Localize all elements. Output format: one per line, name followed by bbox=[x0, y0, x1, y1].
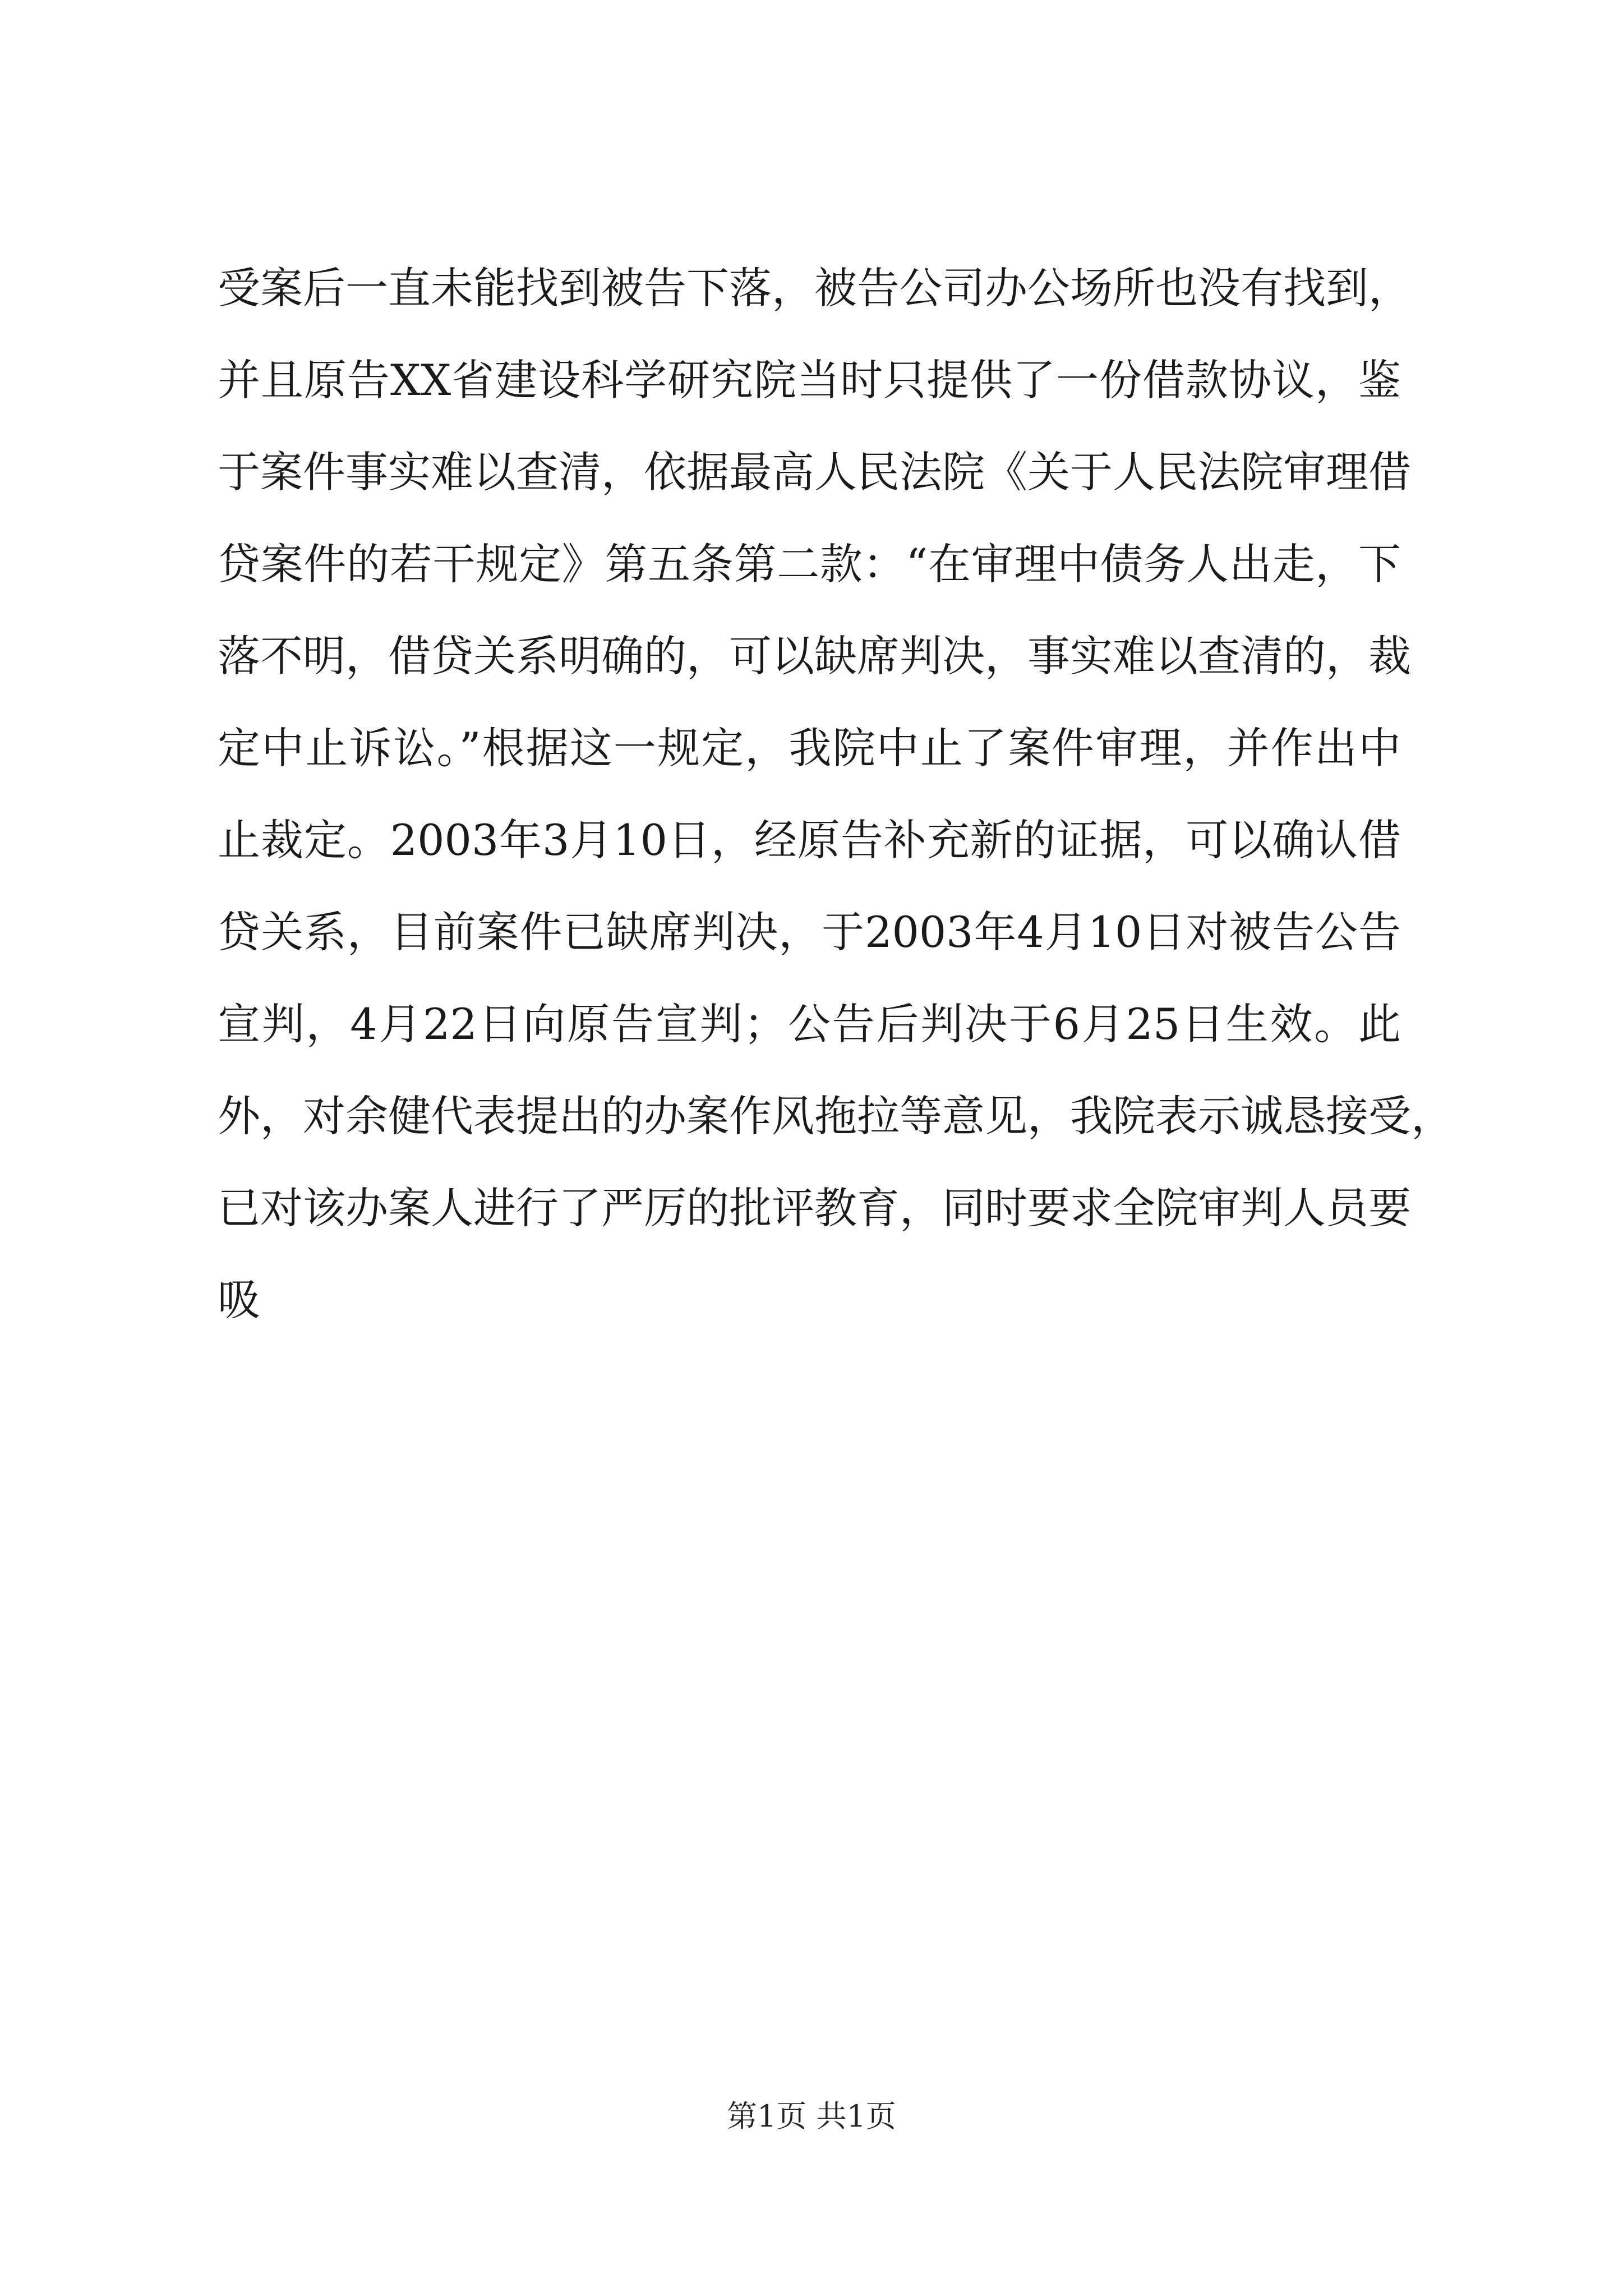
text-line: 定中止诉讼。”根据这一规定，我院中止了案件审理，并作出中 bbox=[218, 723, 1401, 773]
text-line: 贷关系，目前案件已缺席判决，于2003年4月10日对被告公告 bbox=[218, 907, 1401, 957]
text-line: 于案件事实难以查清，依据最高人民法院《关于人民法院审理借 bbox=[218, 447, 1411, 497]
text-line: 贷案件的若干规定》第五条第二款：“在审理中债务人出走，下 bbox=[218, 539, 1401, 589]
text-line: 止裁定。2003年3月10日，经原告补充新的证据，可以确认借 bbox=[218, 815, 1401, 865]
text-line: 已对该办案人进行了严厉的批评教育，同时要求全院审判人员要 bbox=[218, 1183, 1411, 1233]
text-line: 吸 bbox=[218, 1275, 260, 1325]
text-line: 外，对余健代表提出的办案作风拖拉等意见，我院表示诚恳接受， bbox=[218, 1091, 1454, 1141]
body-paragraph bbox=[218, 242, 1454, 1346]
page-number-footer: 第1页 共1页 bbox=[727, 2099, 896, 2134]
text-line: 落不明，借贷关系明确的，可以缺席判决，事实难以查清的，裁 bbox=[218, 631, 1411, 681]
text-line: 宣判，4月22日向原告宣判；公告后判决于6月25日生效。此 bbox=[218, 999, 1401, 1049]
text-line: 并且原告XX省建设科学研究院当时只提供了一份借款协议，鉴 bbox=[218, 355, 1401, 405]
text-line: 受案后一直未能找到被告下落，被告公司办公场所也没有找到， bbox=[218, 263, 1411, 313]
